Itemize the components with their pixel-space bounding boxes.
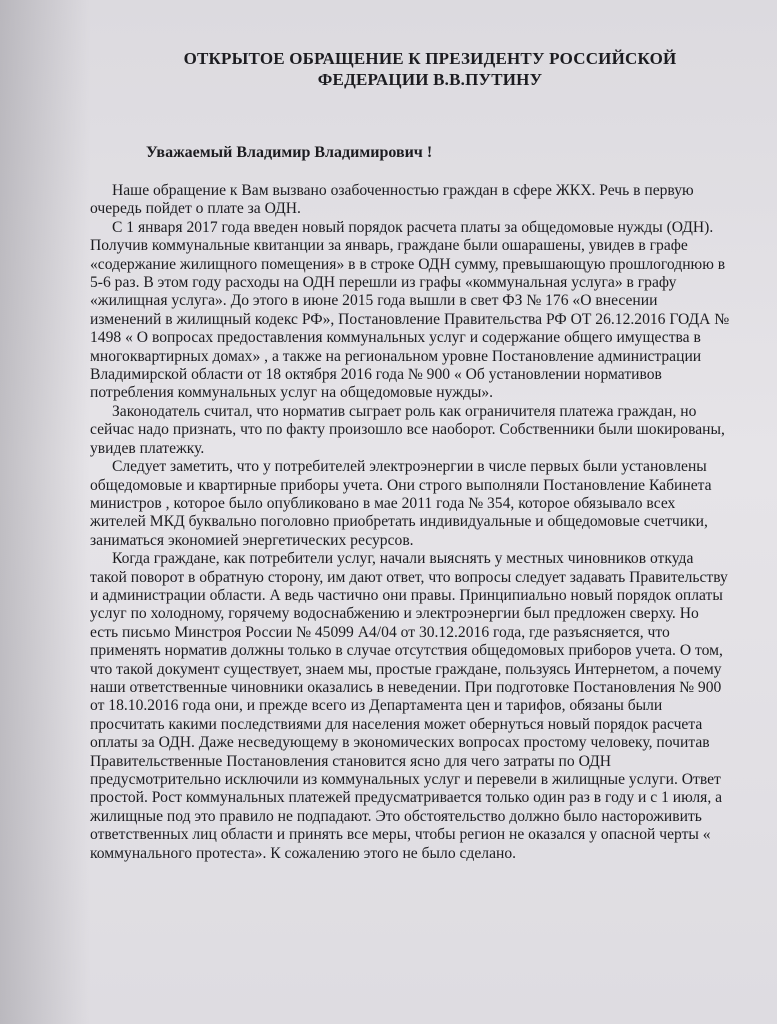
greeting: Уважаемый Владимир Владимирович ! (146, 144, 433, 161)
paragraph-1: Наше обращение к Вам вызвано озабоченностью граждан в сфере ЖКХ. Речь в первую очередь пойдет о плате за ОДН. (90, 182, 694, 218)
paragraph-3: Законодатель считал, что норматив сыграет роль как ограничителя платежа граждан, но сейчас надо признать, что по факту произошло все наоборот. Собственники были шокированы, увидев платежку. (90, 402, 725, 457)
paragraph-5: Когда граждане, как потребители услуг, начали выяснять у местных чиновников откуда такой поворот в обратную сторону, им дают ответ, что вопросы следует задавать Правительству и администрации области. А ведь частично они правы. Принципиально новый порядок оплаты услуг по холодному, горячему водоснабжению и электроэнергии был предложен сверху. Но есть письмо Минстроя России № 45099 А4/04 от 30.12.2016 года, где разъясняется, что применять норматив должны только в случае отсутствия общедомовых приборов учета. О том, что такой документ существует, знаем мы, простые граждане, пользуясь Интернетом, а почему наши ответственные чиновники оказались в неведении. При подготовке Постановления № 900 от 18.10.2016 года они, и прежде всего из Департамента цен и тарифов, обязаны были просчитать какими последствиями для населения может обернуться новый порядок расчета оплаты за ОДН. Даже несведующему в экономических вопросах простому человеку, почитав Правительственные Постановления становится ясно для чего затраты по ОДН предусмотрительно исключили из коммунальных услуг и перевели в жилищные услуги. Ответ простой. Рост коммунальных платежей предусматривается только один раз в году и с 1 июля, а жилищные под это правило не подпадают. Это обстоятельство должно было настороживить ответственных лиц области и принять все меры, чтобы регион не оказался у опасной черты « коммунального протеста». К сожалению этого не было сделано. (90, 550, 728, 862)
paragraph-2: С 1 января 2017 года введен новый порядок расчета платы за общедомовые нужды (ОДН). Получив коммунальные квитанции за январь, граждане были ошарашены, увидев в графе «содержание жилищного помещения» в в строке ОДН сумму, превышающую прошлогоднюю в 5-6 раз. В этом году расходы на ОДН перешли из графы «коммунальная услуга» в графу «жилищная услуга». До этого в июне 2015 года вышли в свет ФЗ № 176 «О внесении изменений в жилищный кодекс РФ», Постановление Правительства РФ ОТ 26.12.2016 ГОДА № 1498 « О вопросах предоставления коммунальных услуг и содержание общего имущества в многоквартирных домах» , а также на региональном уровне Постановление администрации Владимирской области от 18 октября 2016 года № 900 « Об установлении нормативов потребления коммунальных услуг на общедомовые нужды». (90, 218, 730, 402)
title-line-2: ФЕДЕРАЦИИ В.В.ПУТИНУ (317, 70, 543, 89)
document-body (90, 182, 730, 863)
document-title (130, 48, 730, 90)
title-line-1: ОТКРЫТОЕ ОБРАЩЕНИЕ К ПРЕЗИДЕНТУ РОССИЙСКОЙ (183, 49, 677, 68)
paragraph-4: Следует заметить, что у потребителей электроэнергии в числе первых были установлены общедомовые и квартирные приборы учета. Они строго выполняли Постановление Кабинета министров , которое было опубликовано в мае 2011 года № 354, которое обязывало всех жителей МКД буквально поголовно приобретать индивидуальные и общедомовые счетчики, заниматься экономией энергетических ресурсов. (90, 458, 712, 549)
page-shadow (0, 0, 90, 1024)
document-content (90, 48, 730, 863)
